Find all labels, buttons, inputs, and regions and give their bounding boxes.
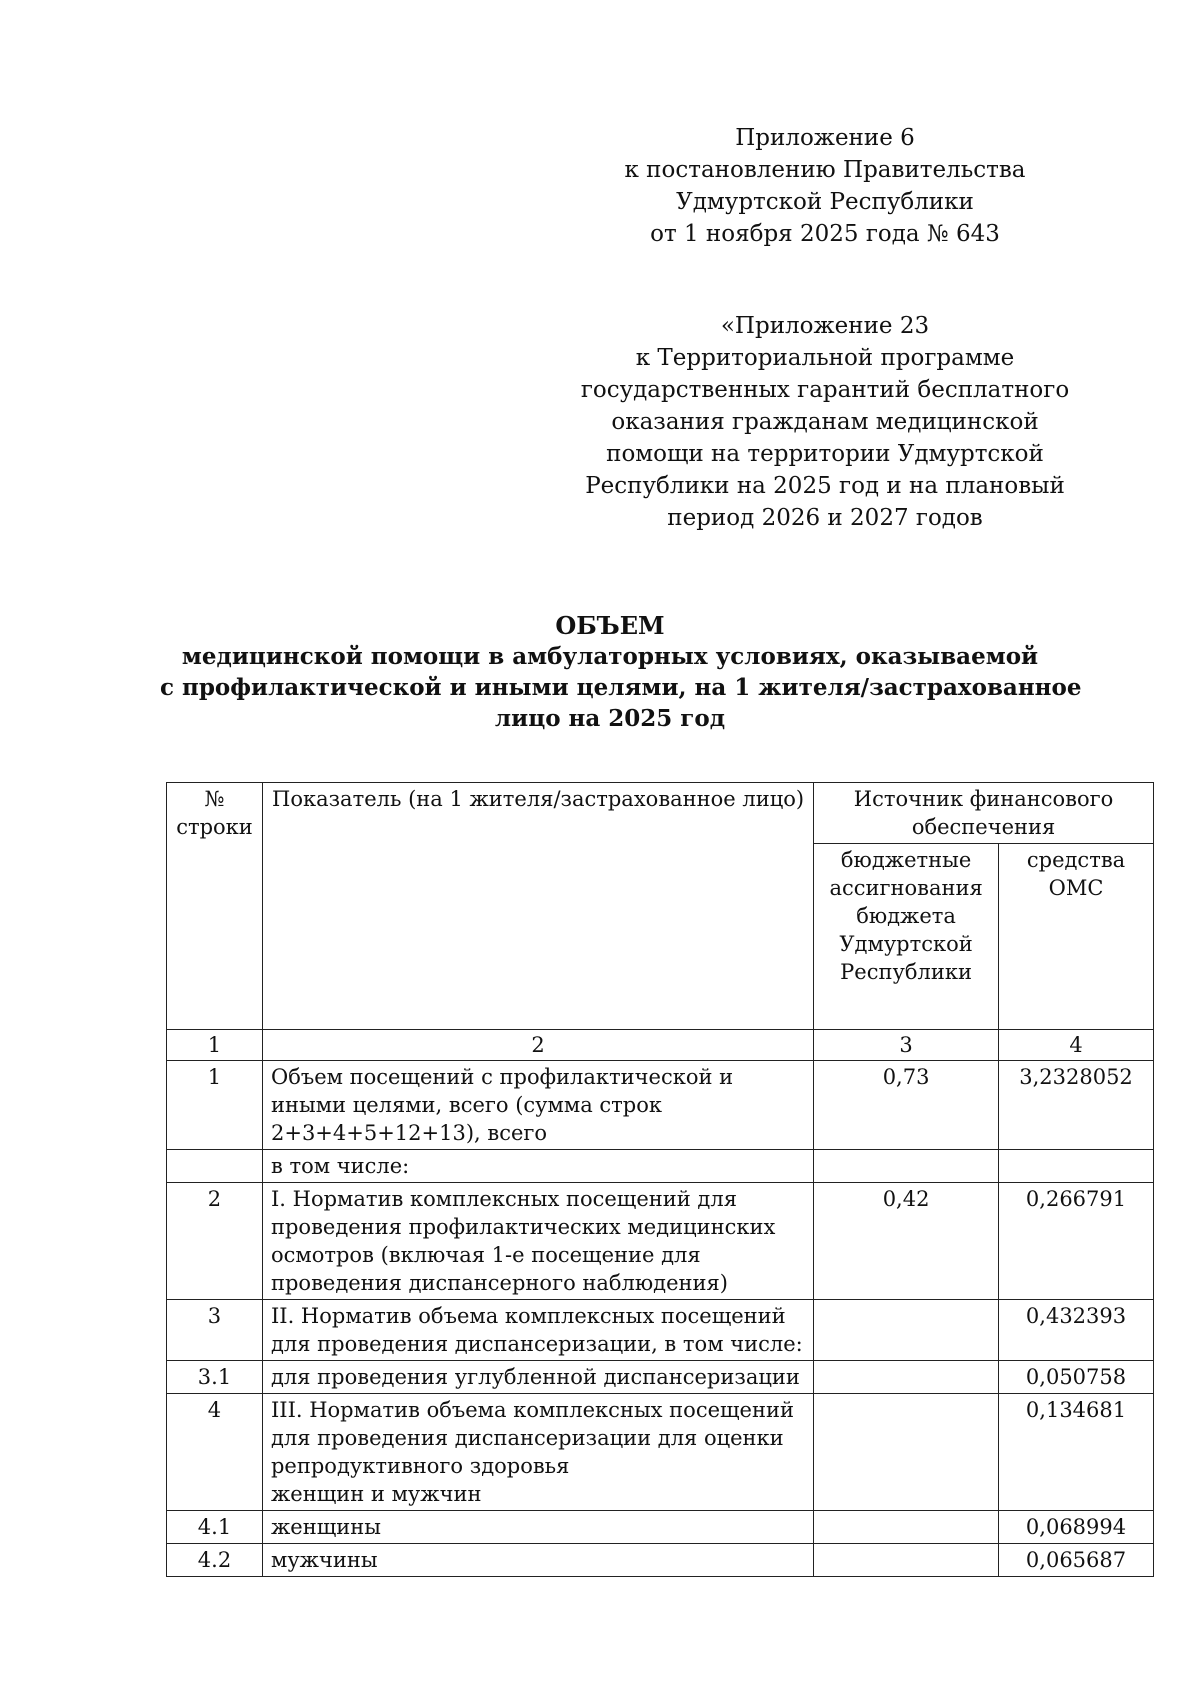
oms-value-cell: 0,432393 (999, 1300, 1154, 1361)
budget-value-cell (814, 1150, 999, 1183)
table-row (167, 1394, 1154, 1511)
appendix-23-reference (560, 310, 1090, 534)
row-number-cell (167, 1150, 263, 1183)
table-row (167, 1061, 1154, 1150)
row-number-cell: 4.1 (167, 1511, 263, 1544)
appendix-23-line: государственных гарантий бесплатного (580, 377, 1070, 403)
row-number-cell: 3 (167, 1300, 263, 1361)
table-row (167, 1300, 1154, 1361)
appendix-line: Удмуртской Республики (676, 189, 974, 215)
row-number-cell: 3.1 (167, 1361, 263, 1394)
appendix-23-line: оказания гражданам медицинской (611, 409, 1039, 435)
indicator-cell: женщины (262, 1511, 813, 1544)
table-row (167, 1183, 1154, 1300)
indicator-cell: III. Норматив объема комплексных посещений для проведения диспансеризации для оценки репродуктивного здоровья женщин и мужчин (262, 1394, 813, 1511)
budget-value-cell (814, 1511, 999, 1544)
header-indicator: Показатель (на 1 жителя/застрахованное лицо) (262, 783, 813, 1030)
indicator-cell: в том числе: (262, 1150, 813, 1183)
column-index: 3 (814, 1030, 999, 1061)
indicator-cell: II. Норматив объема комплексных посещений для проведения диспансеризации, в том числе: (262, 1300, 813, 1361)
row-number-cell: 1 (167, 1061, 263, 1150)
budget-value-cell (814, 1544, 999, 1577)
column-index: 1 (167, 1030, 263, 1061)
header-funding-source: Источник финансового обеспечения (814, 783, 1154, 844)
appendix-line: к постановлению Правительства (624, 157, 1026, 183)
table-header-row (167, 783, 1154, 844)
indicator-cell: для проведения углубленной диспансеризации (262, 1361, 813, 1394)
column-index: 4 (999, 1030, 1154, 1061)
header-row-number: № строки (167, 783, 263, 1030)
indicator-cell: мужчины (262, 1544, 813, 1577)
header-budget: бюджетные ассигнования бюджета Удмуртской Республики (814, 844, 999, 1030)
document-subtitle-line: лицо на 2025 год (494, 705, 726, 732)
document-heading (160, 610, 1082, 734)
appendix-reference (560, 122, 1090, 250)
row-number-cell: 2 (167, 1183, 263, 1300)
indicator-cell: I. Норматив комплексных посещений для проведения профилактических медицинских осмотров (включая 1-е посещение для проведения диспансерного наблюдения) (262, 1183, 813, 1300)
appendix-line: Приложение 6 (735, 125, 915, 151)
oms-value-cell: 0,134681 (999, 1394, 1154, 1511)
volume-table (166, 782, 1154, 1577)
appendix-23-line: к Территориальной программе (635, 345, 1015, 371)
budget-value-cell (814, 1361, 999, 1394)
budget-value-cell (814, 1300, 999, 1361)
oms-value-cell: 0,065687 (999, 1544, 1154, 1577)
row-number-cell: 4.2 (167, 1544, 263, 1577)
column-index: 2 (262, 1030, 813, 1061)
oms-value-cell: 0,050758 (999, 1361, 1154, 1394)
table-row (167, 1511, 1154, 1544)
row-number-cell: 4 (167, 1394, 263, 1511)
appendix-23-line: помощи на территории Удмуртской (606, 441, 1044, 467)
budget-value-cell: 0,73 (814, 1061, 999, 1150)
table-row (167, 1544, 1154, 1577)
budget-value-cell: 0,42 (814, 1183, 999, 1300)
oms-value-cell (999, 1150, 1154, 1183)
oms-value-cell: 3,2328052 (999, 1061, 1154, 1150)
indicator-cell: Объем посещений с профилактической и иными целями, всего (сумма строк 2+3+4+5+12+13), всего (262, 1061, 813, 1150)
oms-value-cell: 0,266791 (999, 1183, 1154, 1300)
appendix-23-line: период 2026 и 2027 годов (667, 505, 983, 531)
appendix-23-line: «Приложение 23 (720, 313, 930, 339)
budget-value-cell (814, 1394, 999, 1511)
column-index-row (167, 1030, 1154, 1061)
table-row (167, 1150, 1154, 1183)
document-title: ОБЪЕМ (555, 611, 665, 640)
table-row (167, 1361, 1154, 1394)
oms-value-cell: 0,068994 (999, 1511, 1154, 1544)
document-subtitle-line: медицинской помощи в амбулаторных условиях, оказываемой (181, 643, 1039, 670)
appendix-23-line: Республики на 2025 год и на плановый (585, 473, 1065, 499)
header-oms: средства ОМС (999, 844, 1154, 1030)
appendix-line: от 1 ноября 2025 года № 643 (650, 221, 1000, 247)
document-subtitle-line: с профилактической и иными целями, на 1 жителя/застрахованное (160, 674, 1082, 701)
